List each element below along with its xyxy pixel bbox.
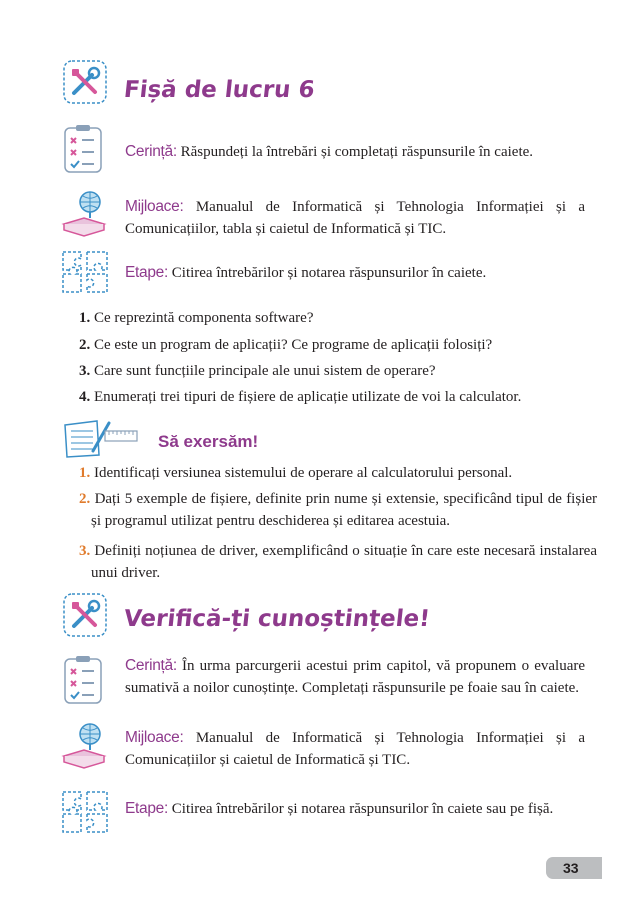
means-paragraph: [125, 196, 585, 240]
steps-label: Etape:: [125, 264, 169, 281]
requirement-text: Răspundeți la întrebări și completați răspunsurile în caiete.: [180, 144, 534, 160]
steps-text: Citirea întrebărilor și notarea răspunsurilor în caiete.: [171, 265, 487, 281]
question-item: 2. Ce este un program de aplicații? Ce programe de aplicații folosiți?: [79, 337, 493, 353]
requirement-paragraph: [125, 141, 585, 163]
puzzle-icon: [60, 789, 110, 835]
books-globe-icon: [60, 188, 108, 238]
means-paragraph: [125, 727, 585, 771]
requirement-text: În urma parcurgerii acestui prim capitol, vă propunem o evaluare sumativă a noilor cunoștințe. Completați răspunsurile pe foaie sau în caiete.: [125, 658, 586, 696]
exercise-heading: Să exersăm!: [158, 432, 259, 451]
exercise-item: 1. Identificați versiunea sistemului de operare al calculatorului personal.: [79, 465, 513, 481]
steps-paragraph: [125, 262, 585, 284]
notebook-ruler-icon: [63, 417, 139, 459]
question-item: 4. Enumerați trei tipuri de fișiere de aplicație utilizate de voi la calculator.: [79, 389, 522, 405]
means-label: Mijloace:: [125, 729, 184, 746]
requirement-label: Cerință:: [125, 143, 177, 160]
question-item: 3. Care sunt funcțiile principale ale unui sistem de operare?: [79, 363, 436, 379]
worksheet-title: Fișă de lucru 6: [122, 77, 316, 103]
means-label: Mijloace:: [125, 198, 184, 215]
requirement-label: Cerință:: [125, 657, 177, 674]
means-text: Manualul de Informatică și Tehnologia Informației și a Comunicațiilor, tabla și caietul de Informatică și TIC.: [125, 199, 586, 237]
exercise-item: 2. Dați 5 exemple de fișiere, definite prin nume și extensie, specificând tipul de fișier și programul utilizat pentru deschiderea și editarea acestuia.: [79, 491, 598, 529]
checklist-icon: [62, 655, 104, 705]
requirement-paragraph: [125, 655, 585, 699]
tools-icon: [62, 59, 108, 105]
page-number: 33: [546, 857, 602, 879]
books-globe-icon: [60, 720, 108, 770]
steps-label: Etape:: [125, 800, 169, 817]
exercise-item: 3. Definiți noțiunea de driver, exemplificând o situație în care este necesară instalarea unui driver.: [79, 543, 597, 581]
check-knowledge-title: Verifică-ți cunoștințele!: [122, 606, 432, 632]
steps-text: Citirea întrebărilor și notarea răspunsurilor în caiete sau pe fișă.: [171, 801, 554, 817]
puzzle-icon: [60, 249, 110, 295]
means-text: Manualul de Informatică și Tehnologia Informației și a Comunicațiilor și caietul de Informatică și TIC.: [125, 730, 586, 768]
question-item: 1. Ce reprezintă componenta software?: [79, 310, 314, 326]
checklist-icon: [62, 124, 104, 174]
steps-paragraph: [125, 798, 585, 820]
tools-icon: [62, 592, 108, 638]
